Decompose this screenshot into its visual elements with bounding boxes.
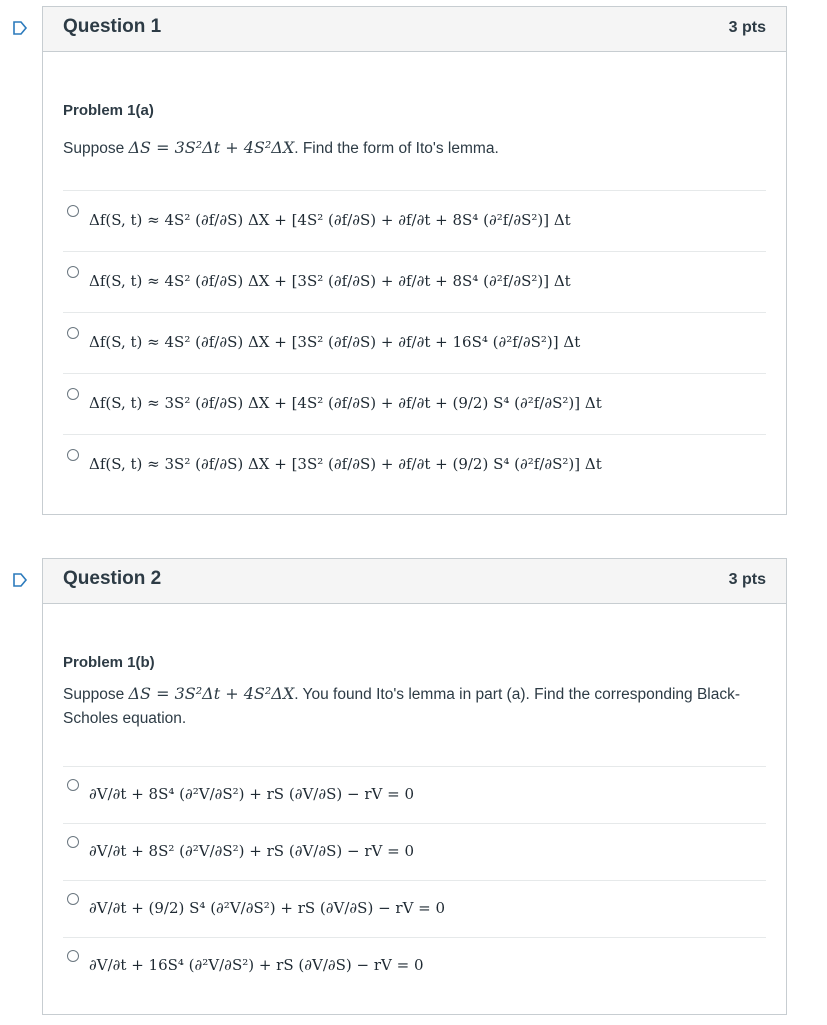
answer-equation: Δf(S, t) ≈ 4S² (∂f/∂S) ΔX + [4S² (∂f/∂S) + ∂f/∂t + 8S⁴ (∂²f/∂S²)] Δt (89, 211, 571, 229)
answer-equation: Δf(S, t) ≈ 3S² (∂f/∂S) ΔX + [3S² (∂f/∂S) + ∂f/∂t + (9/2) S⁴ (∂²f/∂S²)] Δt (89, 455, 602, 473)
prompt-math: ΔS = 3S²Δt + 4S²ΔX (128, 684, 295, 703)
answer-equation: ∂V/∂t + (9/2) S⁴ (∂²V/∂S²) + rS (∂V/∂S) − rV = 0 (89, 899, 446, 917)
prompt-text: Suppose (63, 686, 129, 703)
answer-equation: Δf(S, t) ≈ 4S² (∂f/∂S) ΔX + [3S² (∂f/∂S) + ∂f/∂t + 16S⁴ (∂²f/∂S²)] Δt (89, 333, 581, 351)
radio-button[interactable] (67, 950, 79, 962)
question-card-2 (42, 558, 787, 1015)
radio-button[interactable] (67, 893, 79, 905)
prompt-text: . Find the form of Ito's lemma. (294, 140, 499, 157)
answer-equation: Δf(S, t) ≈ 4S² (∂f/∂S) ΔX + [3S² (∂f/∂S) + ∂f/∂t + 8S⁴ (∂²f/∂S²)] Δt (89, 272, 571, 290)
question-body (43, 52, 786, 515)
question-card-1 (42, 6, 787, 515)
flag-question-icon[interactable] (12, 572, 28, 588)
answer-option[interactable] (63, 373, 766, 434)
answer-equation: Δf(S, t) ≈ 3S² (∂f/∂S) ΔX + [4S² (∂f/∂S) + ∂f/∂t + (9/2) S⁴ (∂²f/∂S²)] Δt (89, 394, 602, 412)
radio-button[interactable] (67, 836, 79, 848)
answer-equation: ∂V/∂t + 8S⁴ (∂²V/∂S²) + rS (∂V/∂S) − rV = 0 (89, 785, 414, 803)
answer-option[interactable] (63, 251, 766, 312)
answer-option[interactable] (63, 880, 766, 937)
question-header (43, 559, 786, 604)
question-prompt (63, 136, 768, 161)
question-prompt (63, 682, 768, 731)
answer-option[interactable] (63, 190, 766, 251)
answer-list (63, 190, 766, 495)
problem-title: Problem 1(b) (63, 654, 155, 671)
answer-equation: ∂V/∂t + 8S² (∂²V/∂S²) + rS (∂V/∂S) − rV = 0 (89, 842, 414, 860)
radio-button[interactable] (67, 327, 79, 339)
question-points: 3 pts (728, 19, 766, 36)
answer-list (63, 766, 766, 994)
question-title: Question 1 (63, 16, 162, 37)
flag-question-icon[interactable] (12, 20, 28, 36)
prompt-text: . You found Ito's lemma in part (a). Find the corresponding Black-Scholes equation. (63, 686, 741, 727)
answer-option[interactable] (63, 312, 766, 373)
answer-option[interactable] (63, 766, 766, 823)
problem-title: Problem 1(a) (63, 102, 154, 119)
question-body (43, 604, 786, 1015)
answer-option[interactable] (63, 937, 766, 994)
radio-button[interactable] (67, 205, 79, 217)
answer-option[interactable] (63, 434, 766, 495)
prompt-text: Suppose (63, 140, 129, 157)
radio-button[interactable] (67, 779, 79, 791)
answer-option[interactable] (63, 823, 766, 880)
question-header (43, 7, 786, 52)
radio-button[interactable] (67, 266, 79, 278)
question-title: Question 2 (63, 568, 162, 589)
radio-button[interactable] (67, 449, 79, 461)
question-points: 3 pts (728, 571, 766, 588)
prompt-math: ΔS = 3S²Δt + 4S²ΔX (128, 138, 295, 157)
radio-button[interactable] (67, 388, 79, 400)
answer-equation: ∂V/∂t + 16S⁴ (∂²V/∂S²) + rS (∂V/∂S) − rV = 0 (89, 956, 424, 974)
